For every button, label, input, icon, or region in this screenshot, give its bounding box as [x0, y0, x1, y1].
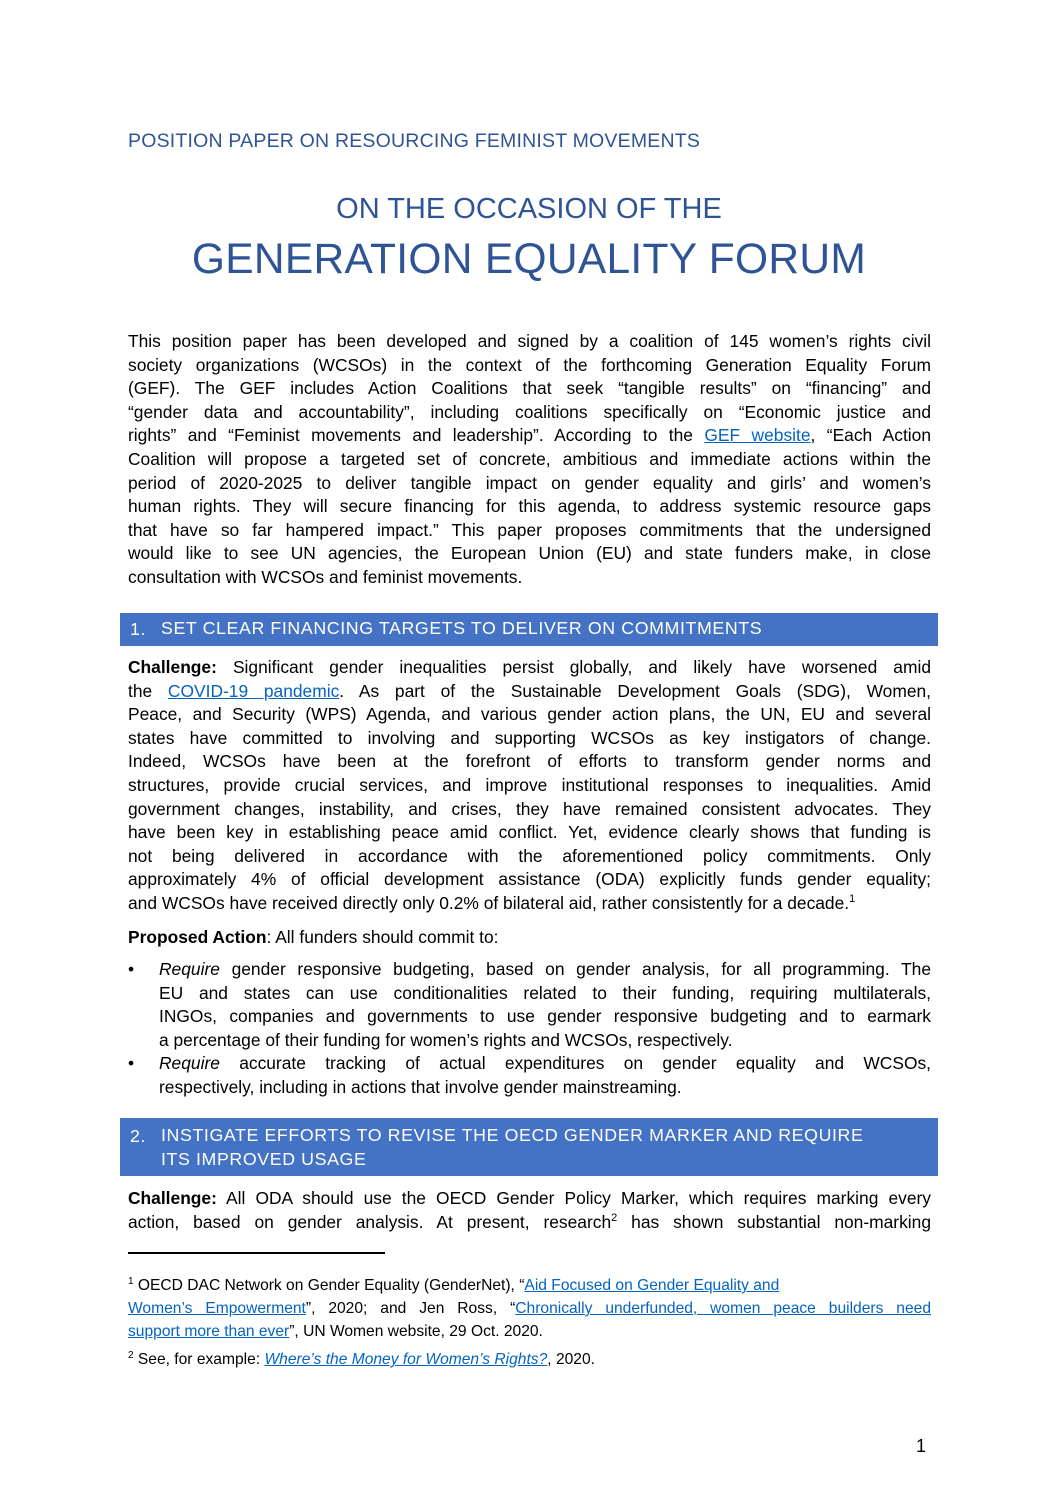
text-line: period of 2020-2025 to deliver tangible impact on gender equality and girls’ and women’s	[128, 472, 931, 493]
section-number: 2.	[130, 1126, 147, 1146]
wheres-the-money-link[interactable]: Where’s the Money for Women’s Rights?	[264, 1351, 548, 1368]
footnote-ref[interactable]: 2	[611, 1211, 618, 1224]
document-kicker: POSITION PAPER ON RESOURCING FEMINIST MOVEMENTS	[128, 130, 701, 152]
text-span: See, for example:	[133, 1351, 265, 1368]
text-span: , 2020.	[547, 1351, 595, 1368]
text-line	[128, 424, 931, 448]
text-line: not being delivered in accordance with the aforementioned policy commitments. Only	[128, 845, 931, 866]
text-span: All ODA should use the OECD Gender Policy Marker, which requires marking every	[216, 1188, 931, 1208]
bullet-icon: •	[128, 959, 135, 979]
text-line: (GEF). The GEF includes Action Coalitions that seek “tangible results” on “financing” and	[128, 378, 931, 399]
text-line: Coalition will propose a targeted set of concrete, ambitious and immediate actions within the	[128, 448, 931, 469]
text-line	[128, 1211, 931, 1235]
text-line: Peace, and Security (WPS) Agenda, and various gender action plans, the UN, EU and several	[128, 704, 931, 725]
footnote-2	[128, 1348, 931, 1371]
text-line: have been key in establishing peace amid conflict. Yet, evidence clearly shows that funding is	[128, 822, 931, 843]
text-line: INGOs, companies and governments to use gender responsive budgeting and to earmark	[159, 1006, 931, 1027]
text-line	[159, 958, 931, 982]
bullet-icon: •	[128, 1053, 135, 1074]
text-line: respectively, including in actions that involve gender mainstreaming.	[159, 1076, 682, 1097]
text-line: structures, provide crucial services, and improve institutional responses to inequalities. Amid	[128, 774, 931, 795]
aid-focused-link[interactable]: Aid Focused on Gender Equality and	[524, 1277, 780, 1294]
text-line	[128, 926, 931, 950]
list-item	[128, 958, 931, 1052]
intro-paragraph	[128, 330, 931, 590]
emphasis: Require	[159, 1053, 220, 1074]
proposed-action-label: Proposed Action	[128, 927, 267, 947]
text-line: a percentage of their funding for women’s rights and WCSOs, respectively.	[159, 1029, 733, 1050]
section-2-heading	[120, 1118, 938, 1176]
footnote-number: 2	[128, 1349, 134, 1361]
challenge-label: Challenge:	[128, 1188, 217, 1208]
text-line: Indeed, WCSOs have been at the forefront of efforts to transform gender norms and	[128, 751, 931, 772]
section-1-heading	[120, 613, 938, 646]
section-title-line: INSTIGATE EFFORTS TO REVISE THE OECD GENDER MARKER AND REQUIRE	[161, 1125, 864, 1145]
covid-pandemic-link[interactable]: COVID-19 pandemic	[167, 680, 340, 701]
text-line	[128, 1274, 931, 1297]
text-span: the	[128, 680, 168, 701]
challenge-label: Challenge:	[128, 657, 217, 677]
text-span: , “Each Action	[810, 425, 931, 446]
text-line: This position paper has been developed and signed by a coalition of 145 women’s rights civil	[128, 331, 931, 351]
text-line: government changes, instability, and crises, they have remained consistent advocates. They	[128, 798, 931, 819]
text-line	[128, 1320, 931, 1343]
action-bullet-list	[128, 958, 931, 1100]
section-2-challenge	[128, 1187, 931, 1234]
text-line: states have committed to involving and supporting WCSOs as key instigators of change.	[128, 727, 931, 748]
text-span: gender responsive budgeting, based on gender analysis, for all programming. The	[219, 959, 931, 979]
text-span: action, based on gender analysis. At present, research	[128, 1211, 612, 1232]
text-span: has shown substantial non-marking	[617, 1211, 931, 1232]
text-line: approximately 4% of official development assistance (ODA) explicitly funds gender equality;	[128, 869, 931, 890]
document-title: GENERATION EQUALITY FORUM	[191, 236, 867, 283]
document-subtitle: ON THE OCCASION OF THE	[336, 193, 722, 225]
text-line: would like to see UN agencies, the European Union (EU) and state funders make, in close	[128, 543, 931, 564]
text-line: society organizations (WCSOs) in the context of the forthcoming Generation Equality Forum	[128, 354, 931, 375]
aid-focused-link[interactable]: Women’s Empowerment	[128, 1300, 306, 1317]
emphasis: Require	[159, 959, 220, 979]
text-span: Significant gender inequalities persist globally, and likely have worsened amid	[216, 657, 931, 677]
text-span: . As part of the Sustainable Development Goals (SDG), Women,	[339, 680, 931, 701]
text-span: ”, 2020; and Jen Ross, “	[305, 1300, 516, 1317]
section-number: 1.	[130, 619, 147, 639]
text-line	[128, 656, 931, 680]
text-line	[128, 680, 931, 704]
footnote-1	[128, 1274, 931, 1343]
footnote-separator	[128, 1252, 385, 1254]
footnote-ref[interactable]: 1	[849, 893, 856, 906]
text-span: rights” and “Feminist movements and leadership”. According to the	[128, 425, 705, 446]
section-title: SET CLEAR FINANCING TARGETS TO DELIVER ON COMMITMENTS	[161, 618, 763, 638]
text-span: OECD DAC Network on Gender Equality (GenderNet), “	[133, 1277, 525, 1294]
text-line: consultation with WCSOs and feminist movements.	[128, 566, 523, 587]
text-span: accurate tracking of actual expenditures on gender equality and WCSOs,	[219, 1053, 931, 1074]
gef-website-link[interactable]: GEF website	[704, 425, 811, 446]
text-line	[128, 892, 931, 916]
proposed-action-line	[128, 926, 931, 950]
text-line: that have so far hampered impact.” This paper proposes commitments that the undersigned	[128, 519, 931, 540]
chronically-underfunded-link[interactable]: Chronically underfunded, women peace builders need	[515, 1300, 931, 1317]
list-item	[128, 1052, 931, 1099]
page-number: 1	[916, 1436, 927, 1456]
text-span: : All funders should commit to:	[266, 927, 499, 947]
text-span: ”, UN Women website, 29 Oct. 2020.	[289, 1323, 543, 1340]
text-span: and WCSOs have received directly only 0.2% of bilateral aid, rather consistently for a decade.	[128, 892, 850, 913]
text-line: “gender data and accountability”, including coalitions specifically on “Economic justice and	[128, 401, 931, 422]
section-title-line: ITS IMPROVED USAGE	[161, 1149, 367, 1169]
text-line: EU and states can use conditionalities related to their funding, requiring multilaterals,	[159, 982, 931, 1003]
text-line	[159, 1052, 931, 1076]
section-1-challenge	[128, 656, 931, 916]
text-line	[128, 1187, 931, 1211]
chronically-underfunded-link[interactable]: support more than ever	[128, 1323, 290, 1340]
footnote-number: 1	[128, 1275, 134, 1287]
text-line	[128, 1348, 931, 1371]
text-line: human rights. They will secure financing for this agenda, to address systemic resource gaps	[128, 496, 931, 517]
text-line	[128, 1297, 931, 1320]
